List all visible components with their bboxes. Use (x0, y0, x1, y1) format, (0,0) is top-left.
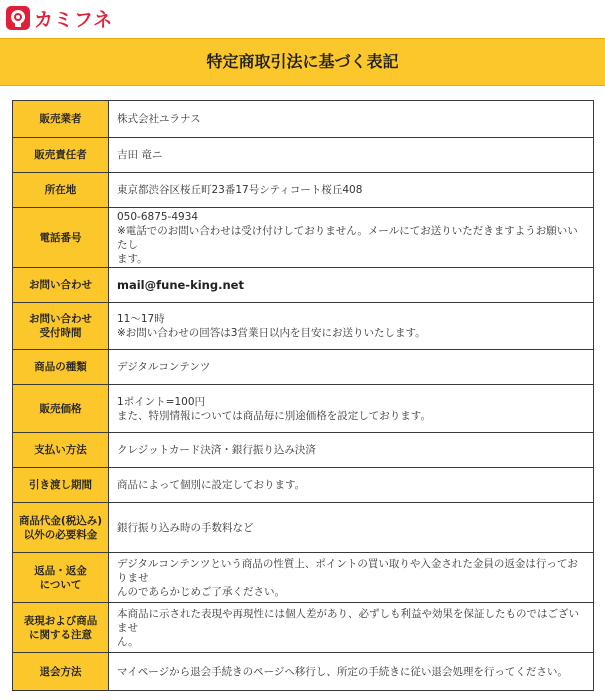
row-value-line: 11～17時 (117, 313, 165, 325)
row-label-line: 所在地 (44, 184, 77, 196)
row-label (13, 603, 109, 653)
row-label (13, 433, 109, 468)
row-value (109, 433, 594, 468)
table-row (13, 385, 594, 433)
row-value (109, 208, 594, 268)
row-value-line: んのであらかじめご了承ください。 (117, 585, 285, 598)
row-value (109, 553, 594, 603)
row-label-line: 退会方法 (39, 665, 82, 678)
row-value-line: デジタルコンテンツ (117, 361, 211, 373)
row-label-line: 販売責任者 (34, 149, 87, 161)
table-row (13, 173, 594, 208)
row-label-line: お問い合わせ (29, 313, 92, 325)
row-value-line: デジタルコンテンツという商品の性質上、ポイントの買い取りや入金された金員の返金は行っておりませ (117, 557, 578, 584)
table-row (13, 138, 594, 173)
table-row (13, 208, 594, 268)
row-value (109, 603, 594, 653)
row-value-line: 050-6875-4934 (117, 210, 199, 223)
table-row (13, 101, 594, 138)
row-value (109, 653, 594, 691)
row-label-line: 支払い方法 (34, 444, 87, 456)
commercial-law-table (12, 100, 594, 691)
row-label-line: に関する注意 (29, 628, 92, 641)
row-label-line: 返品・返金 (34, 564, 87, 577)
row-value (109, 303, 594, 350)
row-value-line: クレジットカード決済・銀行振り込み決済 (117, 444, 316, 456)
table-row (13, 503, 594, 553)
row-value (109, 385, 594, 433)
row-value-line: ※電話でのお問い合わせは受け付けしておりません。メールにてお送りいただきますようお願いいたし (117, 224, 578, 251)
row-value (109, 268, 594, 303)
logo-mark-icon (6, 6, 30, 30)
row-value-line: ます。 (117, 252, 148, 265)
row-label (13, 208, 109, 268)
table-row (13, 553, 594, 603)
table-row (13, 303, 594, 350)
brand-name: カミフネ (34, 8, 114, 31)
table-row (13, 350, 594, 385)
row-label-line: 受付時間 (39, 327, 82, 339)
row-value-line: ん。 (117, 635, 139, 648)
row-value (109, 468, 594, 503)
row-label-line: 商品代金(税込み) (18, 514, 103, 527)
row-label-line: お問い合わせ (29, 279, 92, 291)
row-label (13, 101, 109, 138)
brand-logo[interactable] (6, 5, 113, 31)
row-value (109, 173, 594, 208)
row-value-line: マイページから退会手続きのページへ移行し、所定の手続きに従い退会処理を行ってください。 (117, 665, 568, 678)
top-bar (0, 0, 605, 38)
row-label-line: 引き渡し期間 (29, 479, 92, 491)
row-label (13, 468, 109, 503)
row-value-line: 商品によって個別に設定しております。 (117, 479, 306, 491)
row-label-line: について (39, 578, 82, 591)
row-label (13, 553, 109, 603)
row-label-line: 電話番号 (39, 231, 82, 244)
row-value-line: 東京都渋谷区桜丘町23番17号シティコート桜丘408 (117, 184, 363, 196)
row-value-line: また、特別情報については商品毎に別途価格を設定しております。 (117, 409, 431, 422)
row-value (109, 350, 594, 385)
row-value-line: 株式会社ユラナス (117, 113, 201, 125)
table-row (13, 653, 594, 691)
table-row (13, 468, 594, 503)
row-label-line: 以外の必要料金 (23, 528, 98, 541)
row-label-line: 販売業者 (39, 113, 82, 125)
row-value-line: 吉田 竜ニ (117, 149, 163, 161)
row-value-line: ※お問い合わせの回答は3営業日以内を目安にお送りいたします。 (117, 327, 426, 339)
row-label (13, 173, 109, 208)
row-value-line: 銀行振り込み時の手数料など (117, 521, 254, 534)
row-label-line: 商品の種類 (34, 361, 87, 373)
row-label (13, 303, 109, 350)
row-label (13, 385, 109, 433)
row-label-line: 表現および商品 (23, 614, 98, 627)
row-value (109, 503, 594, 553)
row-label (13, 653, 109, 691)
row-label (13, 503, 109, 553)
page-title: 特定商取引法に基づく表記 (206, 52, 399, 71)
row-value-line: 1ポイント=100円 (117, 395, 206, 408)
table-row (13, 268, 594, 303)
row-label (13, 268, 109, 303)
row-label (13, 350, 109, 385)
row-value (109, 138, 594, 173)
table-row (13, 603, 594, 653)
table-row (13, 433, 594, 468)
row-value (109, 101, 594, 138)
row-label (13, 138, 109, 173)
row-label-line: 販売価格 (39, 402, 82, 415)
contact-email-link[interactable]: mail@fune-king.net (117, 278, 244, 292)
title-banner (0, 38, 605, 86)
row-value-line: 本商品に示された表現や再現性には個人差があり、必ずしも利益や効果を保証したものではございませ (117, 607, 579, 634)
